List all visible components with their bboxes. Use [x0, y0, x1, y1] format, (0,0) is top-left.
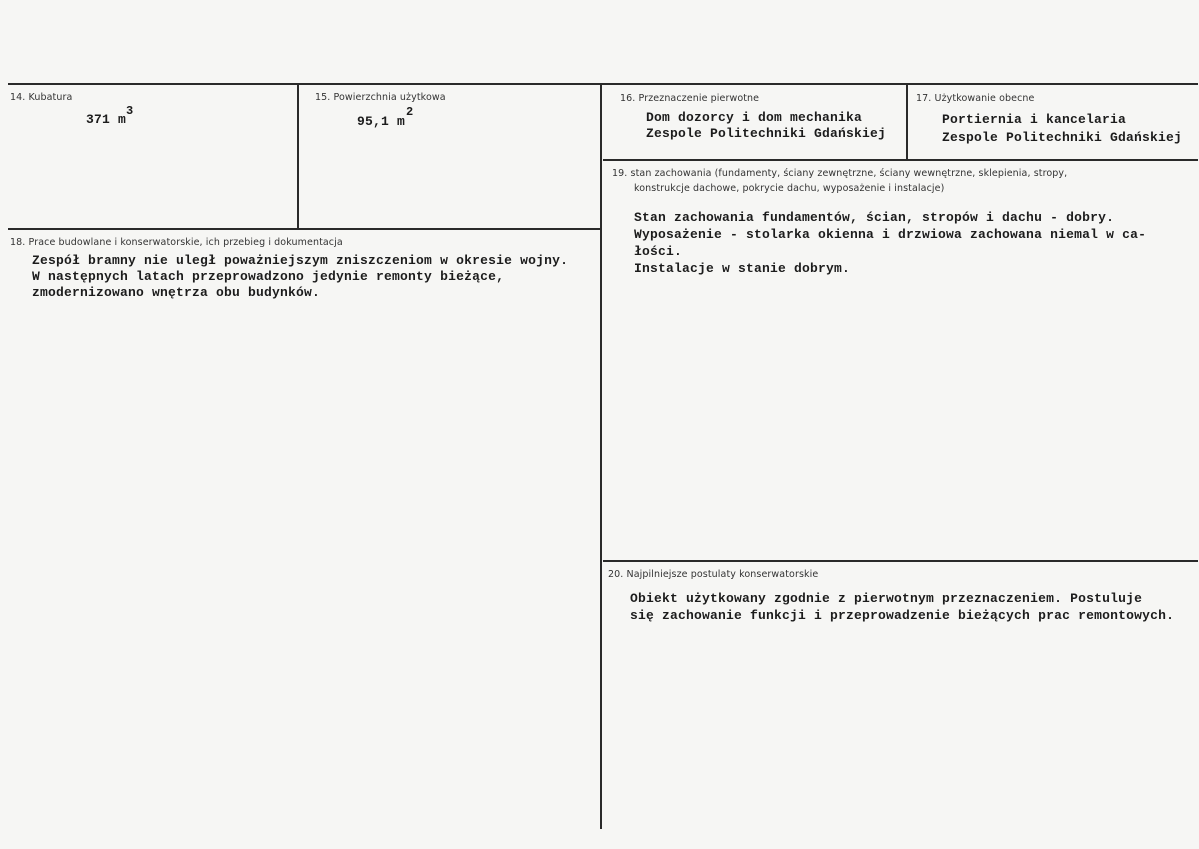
- field-14-unit-exponent: 3: [126, 104, 134, 118]
- divider-16-17: [906, 84, 908, 160]
- right-upper-rule: [603, 159, 1198, 161]
- left-mid-rule: [8, 228, 602, 230]
- field-16-line-2: Zespole Politechniki Gdańskiej: [646, 126, 887, 141]
- field-14-label: 14. Kubatura: [10, 92, 73, 103]
- field-16-line-1: Dom dozorcy i dom mechanika: [646, 110, 863, 125]
- field-18-line-2: W następnych latach przeprowadzono jedynie remonty bieżące,: [32, 269, 505, 284]
- field-16-label: 16. Przeznaczenie pierwotne: [620, 93, 760, 104]
- field-19-label-line-2: konstrukcje dachowe, pokrycie dachu, wyposażenie i instalacje): [634, 183, 945, 194]
- field-18-line-3: zmodernizowano wnętrza obu budynków.: [32, 285, 321, 300]
- field-17-line-2: Zespole Politechniki Gdańskiej: [942, 130, 1183, 145]
- field-14-value: 371 m: [86, 112, 127, 127]
- field-18-label: 18. Prace budowlane i konserwatorskie, ich przebieg i dokumentacja: [10, 237, 343, 248]
- field-19-line-2: Wyposażenie - stolarka okienna i drzwiowa zachowana niemal w ca-: [634, 227, 1147, 242]
- field-17-line-1: Portiernia i kancelaria: [942, 112, 1127, 127]
- field-15-label: 15. Powierzchnia użytkowa: [315, 92, 446, 103]
- field-19-line-3: łości.: [634, 244, 683, 259]
- divider-14-15: [297, 84, 299, 229]
- field-19-label-line-1: 19. stan zachowania (fundamenty, ściany zewnętrzne, ściany wewnętrzne, sklepienia, stropy,: [612, 168, 1068, 179]
- field-20-line-2: się zachowanie funkcji i przeprowadzenie bieżących prac remontowych.: [630, 608, 1175, 623]
- field-19-line-1: Stan zachowania fundamentów, ścian, stropów i dachu - dobry.: [634, 210, 1115, 225]
- top-rule: [8, 83, 1198, 85]
- right-lower-rule: [603, 560, 1198, 562]
- field-15-value: 95,1 m: [357, 114, 406, 129]
- field-19-line-4: Instalacje w stanie dobrym.: [634, 261, 851, 276]
- field-18-line-1: Zespół bramny nie uległ poważniejszym zniszczeniom w okresie wojny.: [32, 253, 569, 268]
- field-20-line-1: Obiekt użytkowany zgodnie z pierwotnym przeznaczeniem. Postuluje: [630, 591, 1143, 606]
- field-20-label: 20. Najpilniejsze postulaty konserwatorskie: [608, 569, 819, 580]
- field-17-label: 17. Użytkowanie obecne: [916, 93, 1035, 104]
- center-divider: [600, 84, 602, 829]
- field-15-unit-exponent: 2: [406, 105, 414, 119]
